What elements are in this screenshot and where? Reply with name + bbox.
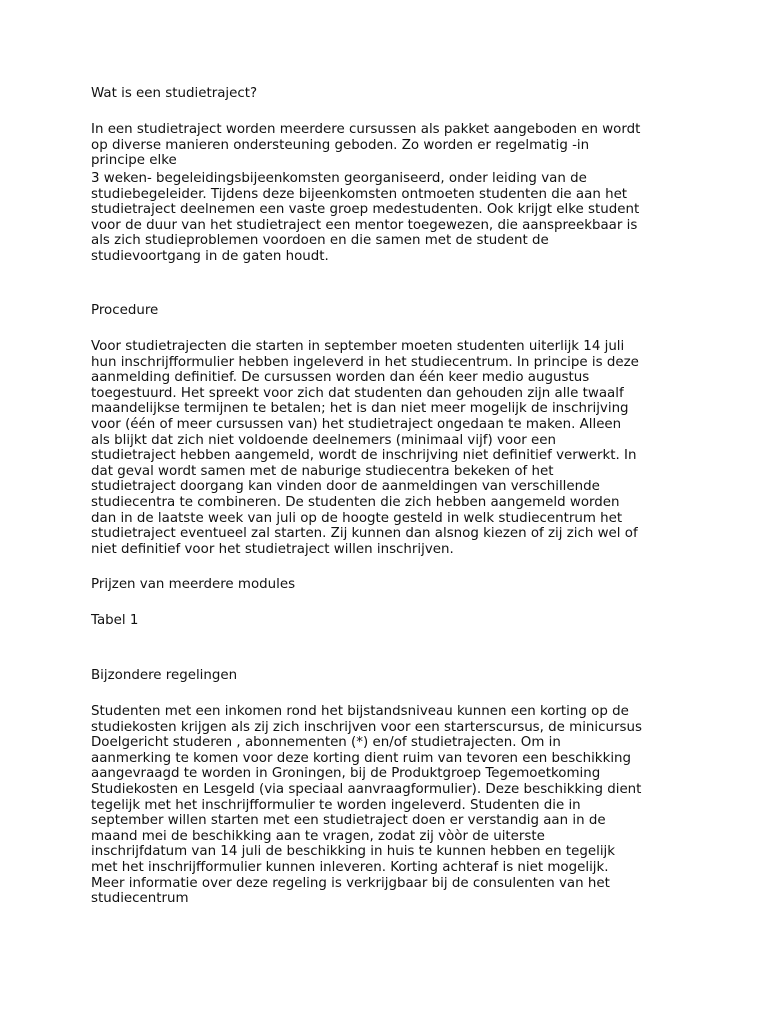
heading-text: Wat is een studietraject?	[91, 86, 258, 101]
paragraph-line: tegelijk met het inschrijfformulier te worden ingeleverd. Studenten die in	[91, 797, 581, 813]
paragraph-line: studietraject doorgang kan vinden door de aanmeldingen van verschillende	[91, 479, 600, 495]
paragraph-line: toegestuurd. Het spreekt voor zich dat studenten dan gehouden zijn alle twaalf	[91, 385, 624, 401]
paragraph-line: maand mei de beschikking aan te vragen, zodat zij vòòr de uiterste	[91, 828, 545, 844]
paragraph-line: studiebegeleider. Tijdens deze bijeenkomsten ontmoeten studenten die aan het	[91, 186, 628, 202]
paragraph-line: als blijkt dat zich niet voldoende deelnemers (minimaal vijf) voor een	[91, 432, 557, 448]
paragraph-bijzondere	[91, 704, 681, 907]
heading-prijzen	[91, 577, 681, 593]
heading-text: Bijzondere regelingen	[91, 668, 238, 683]
paragraph-line: aanmerking te komen voor deze korting dient ruim van tevoren een beschikking	[91, 750, 632, 766]
paragraph-line: op diverse manieren ondersteuning geboden. Zo worden er regelmatig -in	[91, 137, 590, 153]
heading-text: Prijzen van meerdere modules	[91, 577, 296, 592]
paragraph-line: Meer informatie over deze regeling is verkrijgbaar bij de consulenten van het	[91, 875, 610, 891]
paragraph-line: In een studietraject worden meerdere cursussen als pakket aangeboden en wordt	[91, 122, 641, 137]
paragraph-line: aangevraagd te worden in Groningen, bij de Produktgroep Tegemoetkoming	[91, 766, 601, 782]
heading-wat-is-studietraject	[91, 86, 681, 102]
paragraph-line: Studiekosten en Lesgeld (via speciaal aanvraagformulier). Deze beschikking dient	[91, 781, 642, 797]
paragraph-line: als zich studieproblemen voordoen en die samen met de student de	[91, 233, 549, 249]
heading-bijzondere-regelingen	[91, 668, 681, 684]
paragraph-line: voor (één of meer cursussen van) het studietraject ongedaan te maken. Alleen	[91, 416, 622, 432]
paragraph-line: dan in de laatste week van juli op de hoogte gesteld in welk studiecentrum het	[91, 510, 623, 526]
paragraph-intro-2	[91, 171, 681, 265]
paragraph-line: Voor studietrajecten die starten in september moeten studenten uiterlijk 14 juli	[91, 339, 625, 354]
paragraph-line: Studenten met een inkomen rond het bijstandsniveau kunnen een korting op de	[91, 704, 629, 719]
paragraph-line: september willen starten met een studietraject doen er verstandig aan in de	[91, 813, 606, 829]
paragraph-line: niet definitief voor het studietraject willen inschrijven.	[91, 541, 454, 557]
paragraph-line: principe elke	[91, 153, 177, 169]
paragraph-line: studietraject hebben aangemeld, wordt de inschrijving niet definitief verwerkt. In	[91, 448, 637, 464]
paragraph-line: voor de duur van het studietraject een mentor toegewezen, die aanspreekbaar is	[91, 217, 638, 233]
paragraph-line: 3 weken- begeleidingsbijeenkomsten georganiseerd, onder leiding van de	[91, 171, 587, 186]
paragraph-line: Doelgericht studeren , abonnementen (*) en/of studietrajecten. Om in	[91, 735, 561, 751]
table-label	[91, 613, 681, 629]
paragraph-line: aanmelding definitief. De cursussen worden dan één keer medio augustus	[91, 370, 590, 386]
paragraph-line: studiecentra te combineren. De studenten die zich hebben aangemeld worden	[91, 494, 620, 510]
paragraph-procedure	[91, 339, 681, 557]
paragraph-line: studievoortgang in de gaten houdt.	[91, 248, 329, 264]
paragraph-line: studietraject eventueel zal starten. Zij kunnen dan alsnog kiezen of zij zich wel of	[91, 526, 638, 542]
heading-text: Procedure	[91, 303, 159, 318]
table-label-text: Tabel 1	[91, 613, 139, 628]
paragraph-line: studiekosten krijgen als zij zich inschrijven voor een starterscursus, de minicursus	[91, 719, 642, 735]
paragraph-line: studiecentrum	[91, 891, 189, 907]
paragraph-line: maandelijkse termijnen te betalen; het is dan niet meer mogelijk de inschrijving	[91, 401, 629, 417]
paragraph-line: dat geval wordt samen met de naburige studiecentra bekeken of het	[91, 463, 554, 479]
paragraph-line: studietraject deelnemen een vaste groep medestudenten. Ook krijgt elke student	[91, 202, 640, 218]
heading-procedure	[91, 303, 681, 319]
paragraph-line: met het inschrijfformulier kunnen inleveren. Korting achteraf is niet mogelijk.	[91, 859, 609, 875]
paragraph-line: inschrijfdatum van 14 juli de beschikking in huis te kunnen hebben en tegelijk	[91, 844, 616, 860]
paragraph-line: hun inschrijfformulier hebben ingeleverd in het studiecentrum. In principe is deze	[91, 354, 639, 370]
paragraph-intro-1	[91, 122, 681, 169]
